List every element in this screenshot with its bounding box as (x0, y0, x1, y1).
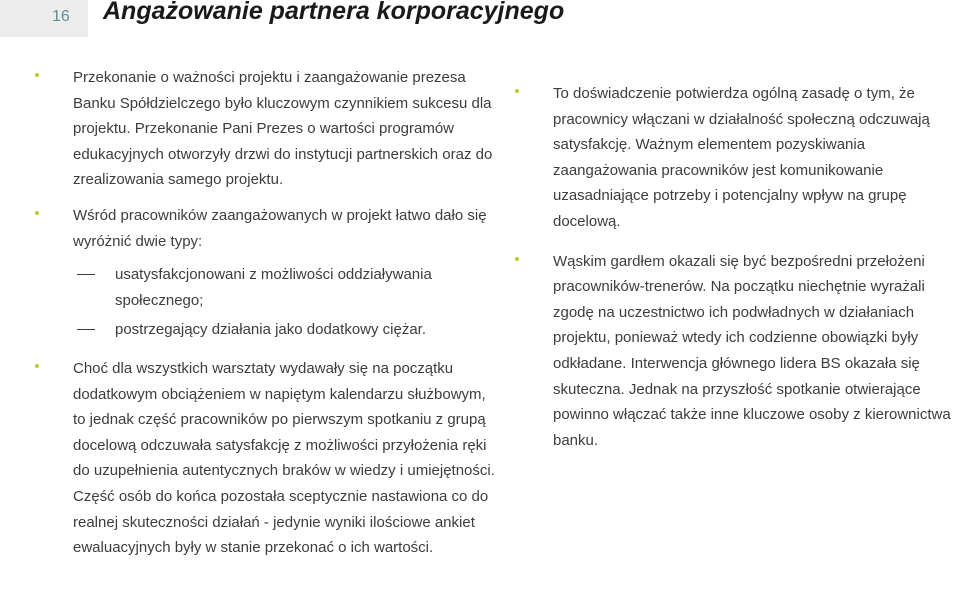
bullet-icon (35, 211, 39, 215)
bullet-icon (515, 257, 519, 261)
bullet-item (515, 249, 960, 454)
dash-icon (77, 274, 95, 275)
sub-bullet-item (35, 262, 495, 313)
bullet-item (515, 81, 960, 235)
bullet-text: To doświadczenie potwierdza ogólną zasadę o tym, że pracownicy włączani w działalność społeczną odczuwają satysfakcję. Ważnym elementem pozyskiwania zaangażowania pracowników jest komunikowanie uzasadniające potrzeby i potencjalny wpływ na grupę docelową. (553, 85, 930, 230)
sub-bullet-item (35, 317, 495, 343)
bullet-text: Wśród pracowników zaangażowanych w projekt łatwo dało się wyróżnić dwie typy: (73, 206, 487, 250)
bullet-text: Choć dla wszystkich warsztaty wydawały się na początku dodatkowym obciążeniem w napiętym kalendarzu służbowym, to jednak część pracowników po pierwszym spotkaniu z grupą docelową odczuwała satysfakcję z możliwości przyłożenia ręki do uzupełnienia autentycznych braków w wiedzy i umiejętności. Część osób do końca pozostała sceptycznie nastawiona co do realnej skuteczności działań - jedynie wyniki ilościowe ankiet ewaluacyjnych były w stanie przekonać o ich wartości. (73, 359, 495, 557)
bullet-icon (515, 89, 519, 93)
sub-bullet-text: usatysfakcjonowani z możliwości oddziaływania społecznego; (115, 266, 432, 309)
sub-list (35, 262, 495, 343)
header-bar (0, 0, 88, 37)
page-title: Angażowanie partnera korporacyjnego (103, 0, 565, 25)
left-column (35, 65, 495, 571)
slide-header (0, 0, 960, 50)
bullet-icon (35, 364, 39, 368)
page-number: 16 (52, 8, 70, 25)
dash-icon (77, 329, 95, 330)
sub-bullet-text: postrzegający działania jako dodatkowy ciężar. (115, 321, 427, 339)
bullet-text: Wąskim gardłem okazali się być bezpośredni przełożeni pracowników-trenerów. Na początku niechętnie wyrażali zgodę na uczestnictwo ich podwładnych w działaniach projektu, ponieważ wtedy ich codzienne obowiązki były odkładane. Interwencja głównego lidera BS okazała się skuteczna. Jednak na przyszłość spotkanie otwierające powinno włączać także inne kluczowe osoby z kierownictwa banku. (553, 252, 951, 449)
bullet-icon (35, 73, 39, 77)
bullet-text: Przekonanie o ważności projektu i zaangażowanie prezesa Banku Spółdzielczego było kluczowym czynnikiem sukcesu dla projektu. Przekonanie Pani Prezes o wartości programów edukacyjnych otworzyły drzwi do instytucji partnerskich oraz do zrealizowania samego projektu. (73, 69, 493, 189)
right-column (515, 81, 960, 463)
bullet-item (35, 203, 495, 254)
bullet-item (35, 65, 495, 193)
bullet-item (35, 356, 495, 561)
